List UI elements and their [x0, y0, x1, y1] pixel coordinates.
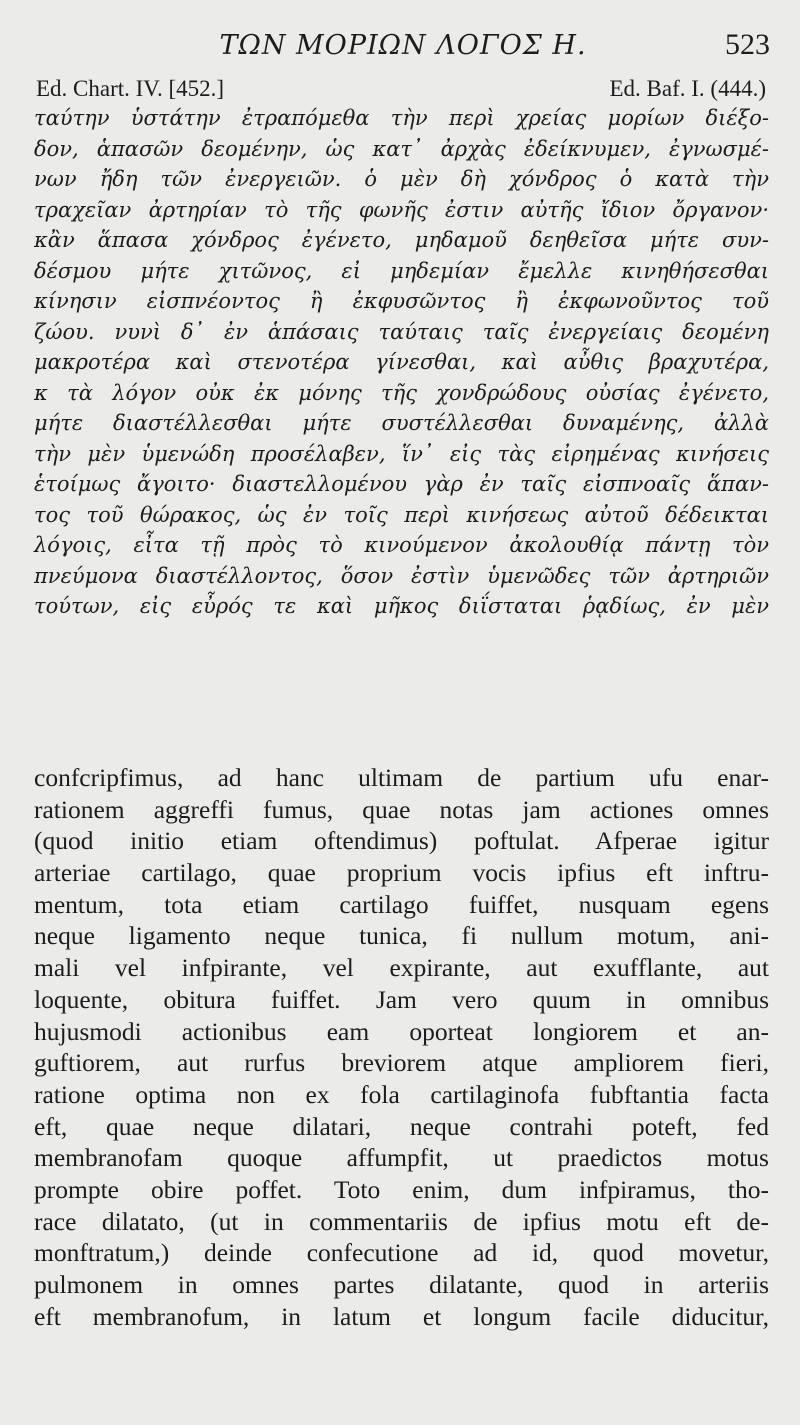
greek-text-line: τος τοῦ θώρακος, ὡς ἐν τοῖς περὶ κινήσεως αὐτοῦ δέδεικται — [34, 502, 769, 527]
latin-text-line: neque ligamento neque tunica, fi nullum motum, ani- — [34, 921, 769, 951]
greek-text-line: ταύτην ὑστάτην ἐτραπόμεθα τὴν περὶ χρείας μορίων διέξο- — [34, 106, 769, 130]
latin-text-line: arteriae cartilago, quae proprium vocis ipfius eft inftru- — [34, 858, 769, 888]
latin-text-line: confcripfimus, ad hanc ultimam de partium ufu enar- — [34, 763, 769, 792]
greek-text-line: ἑτοίμως ἄγοιτο· διαστελλομένου γὰρ ἐν ταῖς εἰσπνοαῖς ἅπαν- — [34, 472, 769, 496]
greek-text-line: ζώου. νυνὶ δ᾽ ἐν ἁπάσαις ταύταις ταῖς ἐνεργείαις δεομένη — [34, 319, 769, 344]
latin-text-line: eft, quae neque dilatari, neque contrahi poteft, fed — [34, 1111, 769, 1141]
latin-text-line: pulmonem in omnes partes dilatante, quod in arteriis — [34, 1270, 769, 1299]
greek-text-line: πνεύμονα διαστέλλοντος, ὅσον ἐστὶν ὑμενῶδες τῶν ἀρτηριῶν — [34, 563, 769, 588]
greek-text-line: κίνησιν εἰσπνέοντος ἢ ἐκφυσῶντος ἢ ἐκφωνοῦντος τοῦ — [34, 289, 769, 313]
edition-chart-reference: Ed. Chart. IV. [452.] — [36, 76, 225, 101]
latin-text-line: loquente, obitura fuiffet. Jam vero quum in omnibus — [34, 984, 769, 1014]
latin-text-line: (quod initio etiam oftendimus) poftulat. Afperae igitur — [34, 826, 769, 856]
greek-text-line: κἂν ἅπασα χόνδρος ἐγένετο, μηδαμοῦ δεηθεῖσα μήτε συν- — [34, 228, 769, 252]
latin-text-line: monftratum,) deinde confecutione ad id, quod movetur, — [34, 1238, 769, 1268]
greek-text-line: τούτων, εἰς εὖρός τε καὶ μῆκος διΐσταται ῥᾳδίως, ἐν μὲν — [34, 594, 769, 618]
edition-basel-reference: Ed. Baf. I. (444.) — [609, 76, 766, 101]
latin-text-line: rationem aggreffi fumus, quae notas jam actiones omnes — [34, 794, 769, 824]
greek-text-line: μήτε διαστέλλεσθαι μήτε συστέλλεσθαι δυναμένης, ἀλλὰ — [34, 411, 769, 435]
latin-text-line: eft membranofum, in latum et longum facile diducitur, — [34, 1301, 769, 1331]
greek-text-line: τραχεῖαν ἀρτηρίαν τὸ τῆς φωνῆς ἐστιν αὐτῆς ἴδιον ὄργανον· — [34, 197, 769, 222]
latin-text-line: mali vel infpirante, vel expirante, aut exufflante, aut — [34, 953, 769, 983]
greek-text-line: λόγοις, εἶτα τῇ πρὸς τὸ κινούμενον ἀκολουθίᾳ πάντῃ τὸν — [34, 533, 769, 557]
latin-text-line: race dilatato, (ut in commentariis de ipfius motu eft de- — [34, 1206, 769, 1236]
running-title: ΤΩΝ ΜΟΡΙΩΝ ΛΟΓΟΣ Η. — [219, 30, 587, 61]
greek-text-block — [34, 103, 769, 622]
greek-text-line: δέσμου μήτε χιτῶνος, εἰ μηδεμίαν ἔμελλε κινηθήσεσθαι — [34, 258, 769, 283]
edition-references — [36, 76, 766, 106]
greek-text-line: νων ἤδη τῶν ἐνεργειῶν. ὁ μὲν δὴ χόνδρος ὁ κατὰ τὴν — [34, 167, 769, 191]
latin-text-block — [34, 762, 769, 1332]
greek-text-line: μακροτέρα καὶ στενοτέρα γίνεσθαι, καὶ αὖθις βραχυτέρα, — [34, 350, 769, 374]
latin-text-line: ratione optima non ex fola cartilaginofa fubftantia facta — [34, 1079, 769, 1109]
greek-text-line: κ τὰ λόγον οὐκ ἐκ μόνης τῆς χονδρώδους οὐσίας ἐγένετο, — [34, 380, 769, 405]
latin-text-line: membranofam quoque affumpfit, ut praedictos motus — [34, 1143, 769, 1173]
page-number: 523 — [725, 28, 770, 61]
latin-text-line: hujusmodi actionibus eam oporteat longiorem et an- — [34, 1016, 769, 1046]
latin-text-line: mentum, tota etiam cartilago fuiffet, nusquam egens — [34, 889, 769, 919]
running-head — [36, 28, 770, 68]
latin-text-line: prompte obire poffet. Toto enim, dum infpiramus, tho- — [34, 1174, 769, 1204]
latin-text-line: guftiorem, aut rurfus breviorem atque ampliorem fieri, — [34, 1048, 769, 1078]
greek-text-line: δον, ἁπασῶν δεομένην, ὡς κατ᾽ ἀρχὰς ἐδείκνυμεν, ἐγνωσμέ- — [34, 136, 769, 161]
greek-text-line: τὴν μὲν ὑμενώδη προσέλαβεν, ἵν᾽ εἰς τὰς εἰρημένας κινήσεις — [34, 441, 769, 466]
